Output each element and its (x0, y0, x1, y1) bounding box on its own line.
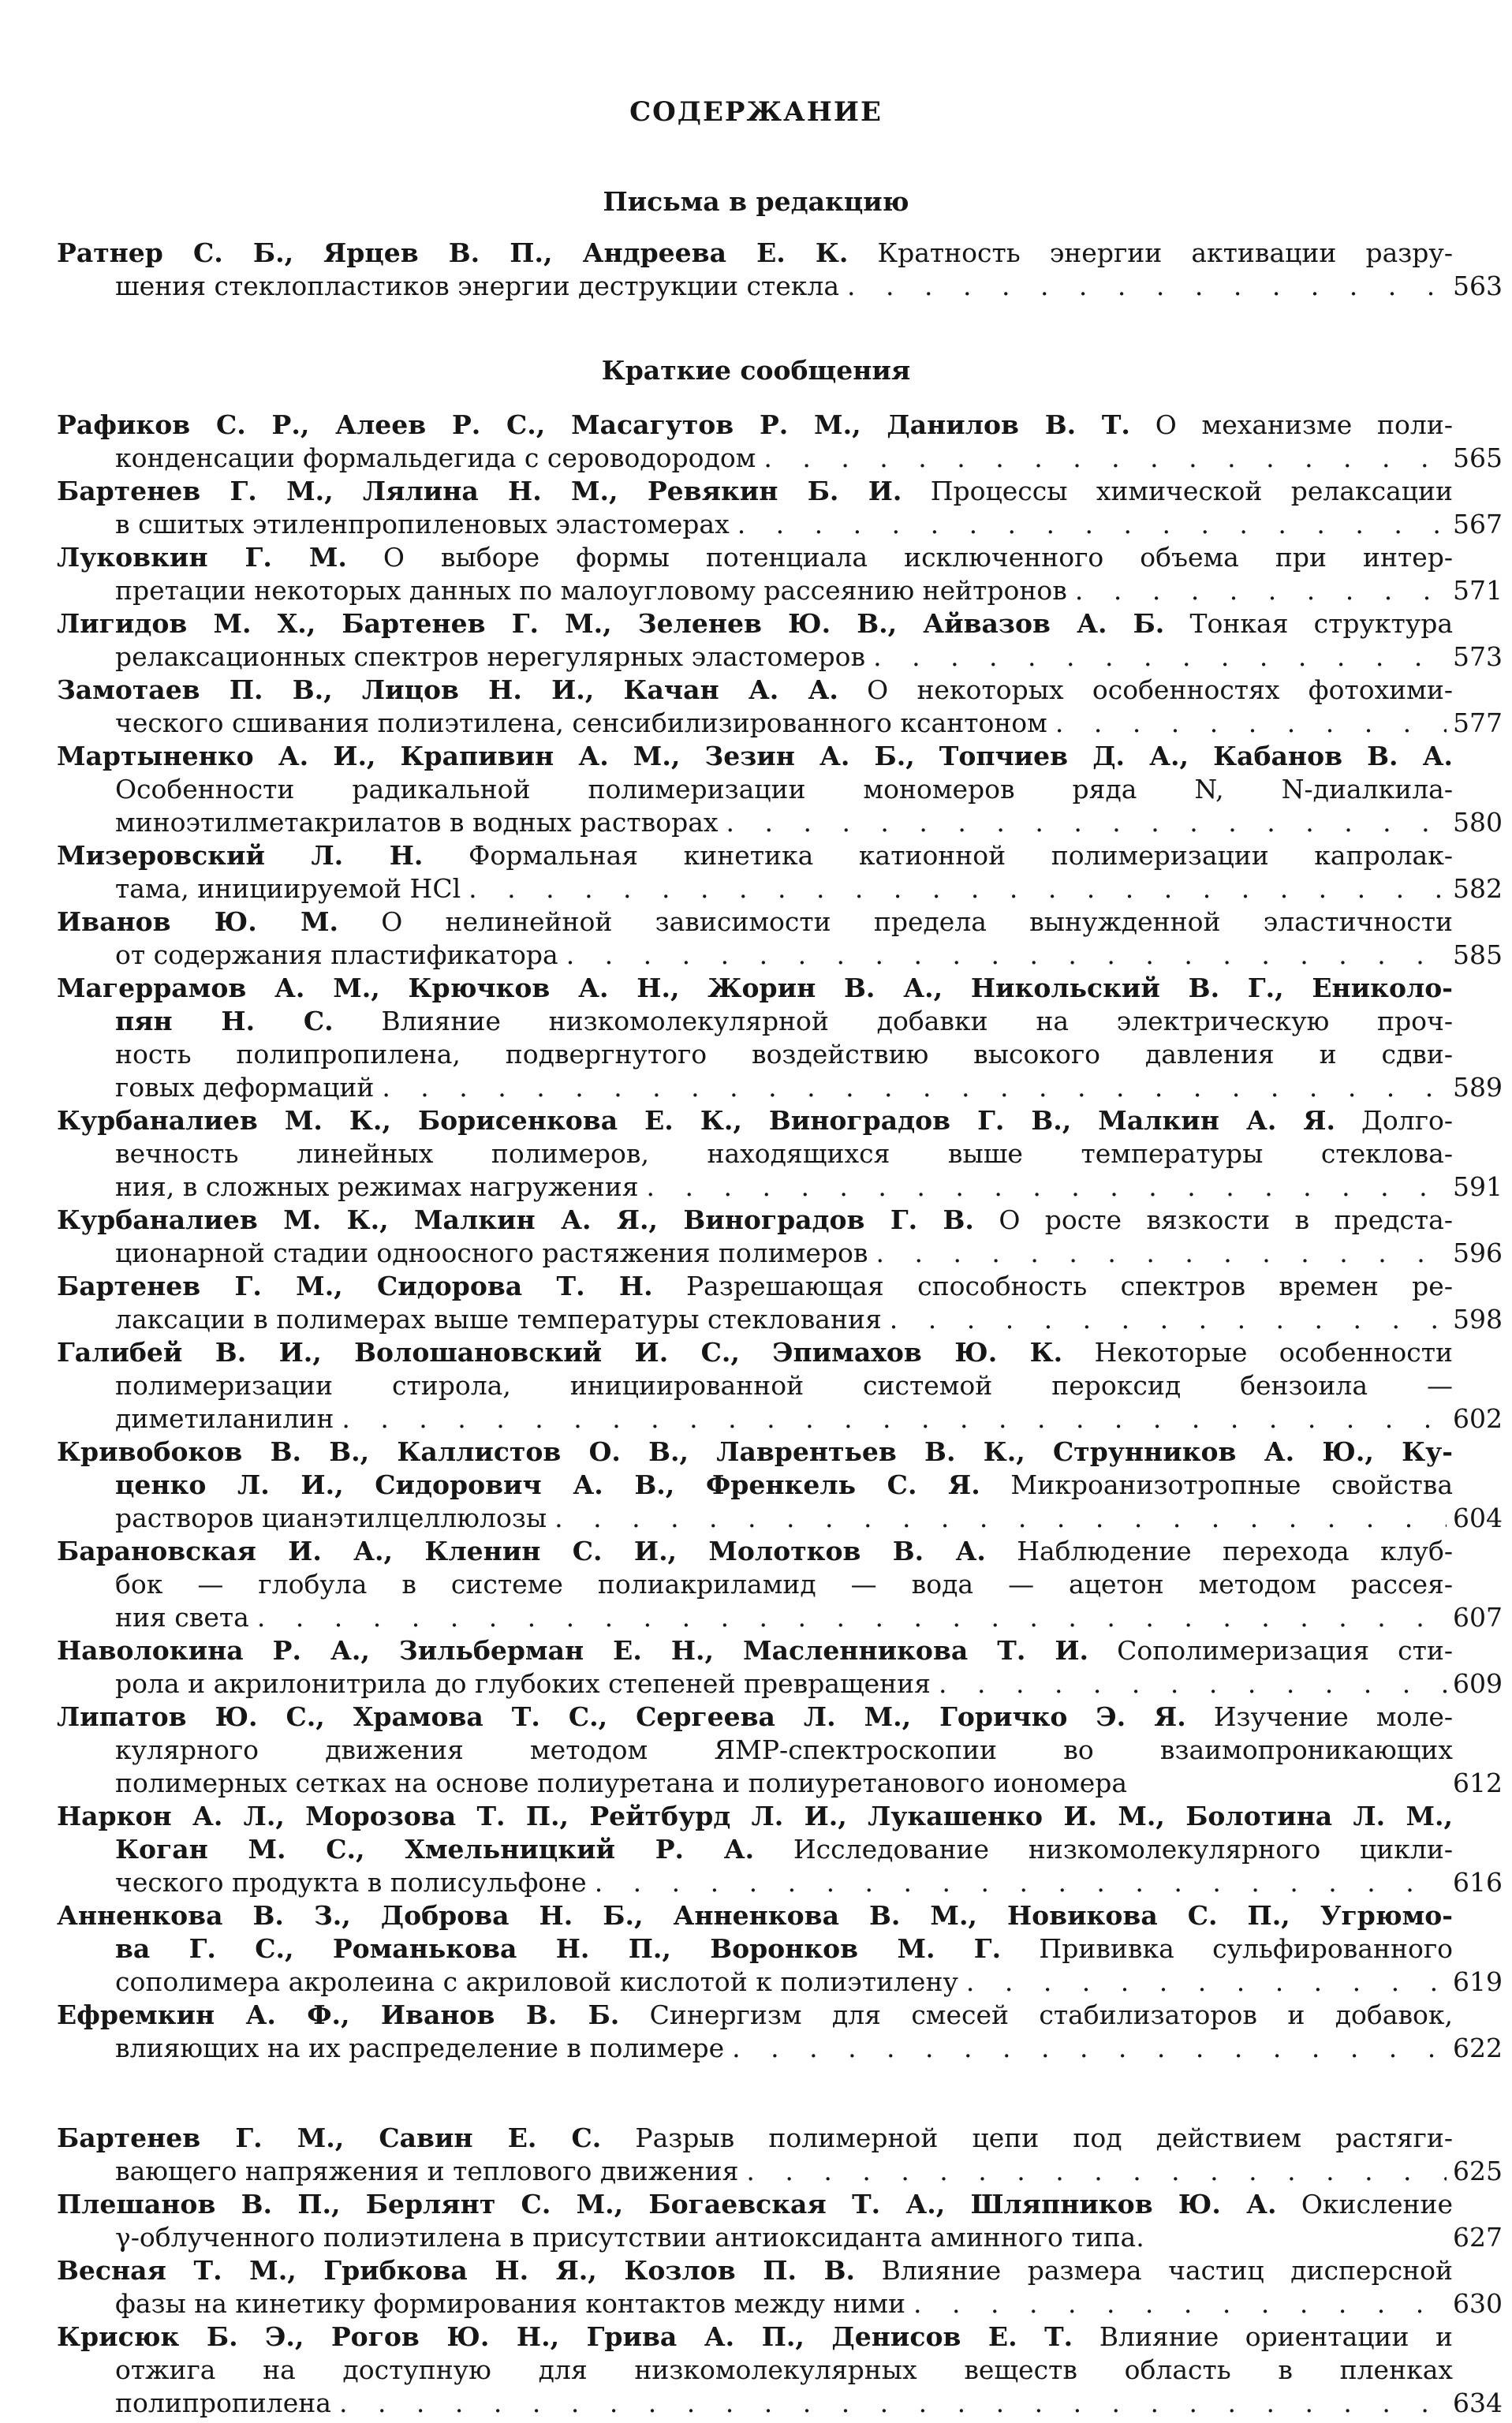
toc-entry[interactable] (57, 2188, 1503, 2254)
section-heading-short: Краткие сообщения (601, 355, 911, 386)
entry-title-line: γ-облученного полиэтилена в присутствии антиоксиданта аминного типа. (115, 2222, 1144, 2253)
toc-entry[interactable] (57, 740, 1503, 839)
entry-title-line: релаксационных спектров нерегулярных эластомеров (115, 641, 866, 672)
entry-authors: Наволокина Р. А., Зильберман Е. Н., Масленникова Т. И. (57, 1635, 1089, 1666)
entry-authors: Липатов Ю. С., Храмова Т. С., Сергеева Л. М., Горичко Э. Я. (57, 1701, 1186, 1732)
toc-entry[interactable] (57, 1701, 1503, 1800)
entry-title-line: ционарной стадии одноосного растяжения полимеров (115, 1238, 868, 1268)
entry-page-number: 580 (1453, 807, 1503, 838)
toc-entry[interactable] (57, 1270, 1503, 1336)
dot-leader (339, 2387, 1447, 2420)
entry-title-line: Долго- (1361, 1105, 1453, 1136)
dot-leader (763, 442, 1447, 475)
entry-title-line: ния света (115, 1602, 249, 1633)
entry-title-line: сополимера акролеина с акриловой кислотой к полиэтилену (115, 1966, 958, 1997)
entry-authors: Анненкова В. З., Доброва Н. Б., Анненкова В. М., Новикова С. П., Угрюмо- (57, 1900, 1453, 1931)
dot-leader (966, 1966, 1447, 1999)
entry-authors: Лигидов М. Х., Бартенев Г. М., Зеленев Ю. В., Айвазов А. Б. (57, 608, 1165, 639)
entry-authors: Бартенев Г. М., Сидорова Т. Н. (57, 1271, 653, 1301)
entry-page-number: 565 (1453, 442, 1503, 473)
toc-entry[interactable] (57, 475, 1503, 541)
toc-entry[interactable] (57, 1899, 1503, 1999)
entry-authors: Наркон А. Л., Морозова Т. П., Рейтбурд Л. И., Лукашенко И. М., Болотина Л. М., (57, 1801, 1453, 1831)
dot-leader (469, 872, 1447, 905)
entry-title-line: Окисление (1301, 2189, 1453, 2220)
dot-leader (939, 1667, 1447, 1701)
toc-entry[interactable] (57, 972, 1503, 1104)
entry-authors: Ратнер С. Б., Ярцев В. П., Андреева Е. К. (57, 237, 849, 268)
entry-authors: Замотаев П. В., Лицов Н. И., Качан А. А. (57, 674, 838, 705)
entry-title-line: Формальная кинетика катионной полимеризации капролак- (468, 840, 1453, 871)
dot-leader (595, 1866, 1447, 1899)
entry-title-line: вающего напряжения и теплового движения (115, 2156, 739, 2186)
entry-page-number: 582 (1453, 873, 1503, 904)
dot-leader (873, 640, 1447, 674)
entry-title-line: диметиланилин (115, 1403, 334, 1434)
toc-entry[interactable] (57, 409, 1503, 475)
entry-title-line: ческого сшивания полиэтилена, сенсибилизированного ксантоном (115, 707, 1047, 738)
dot-leader (847, 270, 1447, 303)
entry-page-number: 607 (1453, 1602, 1503, 1633)
entry-page-number: 630 (1453, 2288, 1503, 2319)
entry-title-line: полимеризации стирола, инициированной системой пероксид бензоила — (115, 1370, 1453, 1401)
entry-authors: Кривобоков В. В., Каллистов О. В., Лаврентьев В. К., Струнников А. Ю., Ку- (57, 1436, 1453, 1467)
toc-entry[interactable] (57, 1999, 1503, 2065)
toc-entry[interactable] (57, 1634, 1503, 1701)
entry-title-line: Некоторые особенности (1094, 1337, 1454, 1368)
entry-title-line: О росте вязкости в предста- (999, 1204, 1453, 1235)
toc-entry[interactable] (57, 607, 1503, 674)
dot-leader (746, 2155, 1447, 2188)
entry-page-number: 609 (1453, 1668, 1503, 1699)
toc-entry[interactable] (57, 2122, 1503, 2188)
entry-title-line: Сополимеризация сти- (1117, 1635, 1453, 1666)
entry-title-line: тама, инициируемой HCl (115, 873, 461, 904)
entry-authors: Магеррамов А. М., Крючков А. Н., Жорин В. А., Никольский В. Г., Ениколо- (57, 973, 1453, 1003)
entry-page-number: 585 (1453, 939, 1503, 970)
entry-page-number: 598 (1453, 1304, 1503, 1335)
entry-authors: Мизеровский Л. Н. (57, 840, 424, 871)
entry-authors: Бартенев Г. М., Савин Е. С. (57, 2122, 602, 2153)
entry-title-line: ния, в сложных режимах нагружения (115, 1171, 639, 1202)
entry-title-line: миноэтилметакрилатов в водных растворах (115, 807, 719, 838)
toc-entry[interactable] (57, 1104, 1503, 1204)
entry-title-line: растворов цианэтилцеллюлозы (115, 1503, 547, 1533)
entry-title-line: Влияние размера частиц дисперсной (881, 2255, 1453, 2286)
entry-page-number: 596 (1453, 1238, 1503, 1268)
dot-leader (890, 1303, 1447, 1336)
entry-authors-cont: Коган М. С., Хмельницкий Р. А. (115, 1834, 755, 1865)
entry-title-line: Микроанизотропные свойства (1010, 1469, 1453, 1500)
entry-title-line: полимерных сетках на основе полиуретана и полиуретанового иономера (115, 1768, 1128, 1798)
entry-title-line: О некоторых особенностях фотохими- (867, 674, 1453, 705)
entry-page-number: 627 (1453, 2222, 1503, 2253)
entry-title-line: Разрешающая способность спектров времен ре- (685, 1271, 1453, 1301)
entry-title-line: Изучение моле- (1213, 1701, 1453, 1732)
dot-leader (875, 1237, 1447, 1270)
entry-authors: Луковкин Г. М. (57, 542, 347, 573)
entry-title-line: Наблюдение перехода клуб- (1017, 1536, 1453, 1566)
entry-title-line: влияющих на их распределение в полимере (115, 2033, 725, 2063)
toc-entry[interactable] (57, 905, 1503, 972)
toc-entry[interactable] (57, 674, 1503, 740)
entry-title-line: конденсации формальдегида с сероводородом (115, 442, 756, 473)
dot-leader (382, 1071, 1447, 1104)
dot-leader (737, 508, 1447, 541)
dot-leader (342, 1402, 1447, 1436)
entry-page-number: 612 (1453, 1768, 1503, 1798)
toc-entry[interactable] (57, 2254, 1503, 2320)
entry-title-line: кулярного движения методом ЯМР-спектроскопии во взаимопроникающих (115, 1734, 1453, 1765)
entry-title-line: говых деформаций (115, 1072, 375, 1103)
entry-title-line: ность полипропилена, подвергнутого воздействию высокого давления и сдви- (115, 1039, 1453, 1070)
entry-authors: Курбаналиев М. К., Борисенкова Е. К., Виноградов Г. В., Малкин А. Я. (57, 1105, 1335, 1136)
entry-title-line: шения стеклопластиков энергии деструкции стекла (115, 271, 840, 301)
dot-leader (1055, 707, 1447, 740)
entry-authors: Курбаналиев М. К., Малкин А. Я., Виноградов Г. В. (57, 1204, 974, 1235)
entry-title-line: полипропилена (115, 2388, 331, 2418)
entry-title-line: Влияние ориентации и (1099, 2321, 1453, 2352)
entry-authors: Весная Т. М., Грибкова Н. Я., Козлов П. В. (57, 2255, 855, 2286)
entry-page-number: 622 (1453, 2033, 1503, 2063)
entry-authors: Барановская И. А., Кленин С. И., Молотков В. А. (57, 1536, 986, 1566)
entry-page-number: 577 (1453, 707, 1503, 738)
entry-page-number: 625 (1453, 2156, 1503, 2186)
entry-title-line: Исследование низкомолекулярного цикли- (793, 1834, 1453, 1865)
entry-title-line: О механизме поли- (1155, 409, 1453, 440)
toc-entry[interactable] (57, 1800, 1503, 1899)
entry-authors: Рафиков С. Р., Алеев Р. С., Масагутов Р. М., Данилов В. Т. (57, 409, 1130, 440)
section-heading-letters: Письма в редакцию (603, 186, 909, 217)
dot-leader (554, 1502, 1447, 1535)
toc-entry[interactable] (57, 1204, 1503, 1270)
entry-title-line: бок — глобула в системе полиакриламид — вода — ацетон методом рассея- (115, 1569, 1453, 1600)
entry-title-line: отжига на доступную для низкомолекулярных веществ область в пленках (115, 2354, 1453, 2385)
entry-authors: Бартенев Г. М., Лялина Н. М., Ревякин Б. И. (57, 476, 902, 506)
dot-leader (913, 2287, 1447, 2320)
entry-title-line: в сшитых этиленпропиленовых эластомерах (115, 509, 730, 539)
entry-page-number: 573 (1453, 641, 1503, 672)
entry-page-number: 602 (1453, 1403, 1503, 1434)
dot-leader (1075, 574, 1447, 607)
entry-title-line: ческого продукта в полисульфоне (115, 1867, 587, 1898)
entry-page-number: 571 (1453, 575, 1503, 606)
toc-entry[interactable] (57, 1436, 1503, 1535)
entry-authors: Иванов Ю. М. (57, 906, 339, 937)
entry-authors: Мартыненко А. И., Крапивин А. М., Зезин А. Б., Топчиев Д. А., Кабанов В. А. (57, 741, 1453, 771)
entry-title-line: Кратность энергии активации разру- (877, 237, 1453, 268)
entry-title-line: О нелинейной зависимости предела вынужденной эластичности (381, 906, 1453, 937)
toc-entry[interactable] (57, 1336, 1503, 1436)
entry-authors-cont: ва Г. С., Романькова Н. П., Воронков М. Г. (115, 1933, 1002, 1964)
entry-title-line: лаксации в полимерах выше температуры стеклования (115, 1304, 882, 1335)
entry-title-line: О выборе формы потенциала исключенного объема при интер- (383, 542, 1454, 573)
entry-authors: Галибей В. И., Волошановский И. С., Эпимахов Ю. К. (57, 1337, 1063, 1368)
entry-title-line: Разрыв полимерной цепи под действием растяги- (635, 2122, 1453, 2153)
page-title: СОДЕРЖАНИЕ (629, 96, 883, 128)
dot-leader (257, 1601, 1447, 1634)
dot-leader (566, 939, 1447, 972)
toc-entry[interactable] (57, 1535, 1503, 1634)
entry-authors: Плешанов В. П., Берлянт С. М., Богаевская Т. А., Шляпников Ю. А. (57, 2189, 1277, 2220)
entry-title-line: Прививка сульфированного (1039, 1933, 1454, 1964)
entry-page-number: 634 (1453, 2388, 1503, 2418)
entry-page-number: 619 (1453, 1966, 1503, 1997)
entry-title-line: Процессы химической релаксации (930, 476, 1453, 506)
entry-authors-cont: пян Н. С. (115, 1006, 334, 1036)
toc-entry[interactable] (57, 2320, 1503, 2420)
entry-page-number: 563 (1453, 271, 1503, 301)
entry-title-line: претации некоторых данных по малоугловому рассеянию нейтронов (115, 575, 1067, 606)
entry-title-line: рола и акрилонитрила до глубоких степеней превращения (115, 1668, 931, 1699)
toc-entry[interactable] (57, 541, 1503, 607)
dot-leader (647, 1170, 1447, 1204)
entry-page-number: 604 (1453, 1503, 1503, 1533)
entry-title-line: Особенности радикальной полимеризации мономеров ряда N, N-диалкила- (115, 774, 1453, 805)
entry-title-line: Синергизм для смесей стабилизаторов и добавок, (649, 1999, 1454, 2030)
entry-page-number: 567 (1453, 509, 1503, 539)
toc-entry[interactable] (57, 237, 1503, 303)
toc-entry[interactable] (57, 839, 1503, 905)
entry-title-line: Тонкая структура (1189, 608, 1453, 639)
dot-leader (732, 2032, 1447, 2065)
entry-page-number: 591 (1453, 1171, 1503, 1202)
entry-page-number: 616 (1453, 1867, 1503, 1898)
entry-title-line: от содержания пластификатора (115, 939, 558, 970)
entry-page-number: 589 (1453, 1072, 1503, 1103)
entry-title-line: вечность линейных полимеров, находящихся выше температуры стеклова- (115, 1138, 1453, 1169)
entry-authors: Крисюк Б. Э., Рогов Ю. Н., Грива А. П., Денисов Е. Т. (57, 2321, 1073, 2352)
entry-title-line: Влияние низкомолекулярной добавки на электрическую проч- (381, 1006, 1453, 1036)
entry-authors-cont: ценко Л. И., Сидорович А. В., Френкель С. Я. (115, 1469, 980, 1500)
entry-authors: Ефремкин А. Ф., Иванов В. Б. (57, 1999, 620, 2030)
dot-leader (726, 806, 1447, 839)
entry-title-line: фазы на кинетику формирования контактов между ними (115, 2288, 906, 2319)
